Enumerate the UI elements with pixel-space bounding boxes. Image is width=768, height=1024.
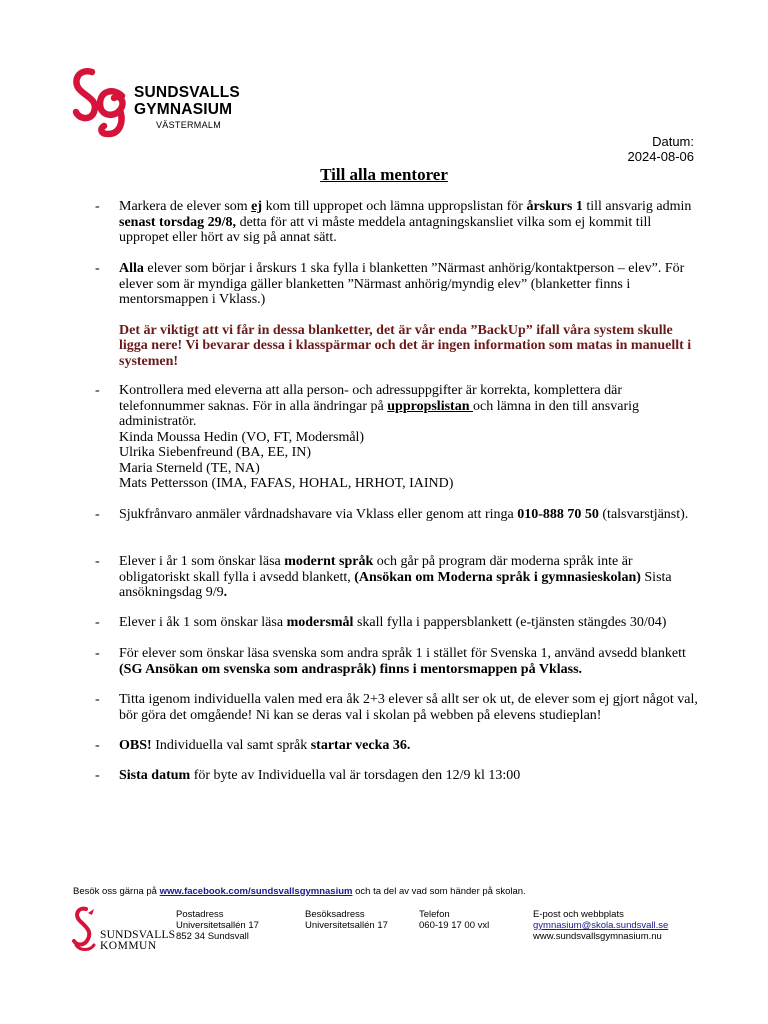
list-item: - Sista datum för byte av Individuella val är torsdagen den 12/9 kl 13:00 <box>95 768 521 783</box>
footer-epost: E-post och webbplats gymnasium@skola.sundsvall.se www.sundsvallsgymnasium.nu <box>533 909 669 942</box>
bullet-dash: - <box>95 768 100 783</box>
bullet-dash: - <box>95 261 100 276</box>
bullet-dash: - <box>95 507 100 522</box>
list-item: - Kontrollera med eleverna att alla person- och adressuppgifter är korrekta, komplettera där telefonnummer saknas. För in alla ändringar på uppropslistan och lämna in den till ansvarig administratör. Kinda Moussa Hedin (VO, FT, Modersmål) Ulrika Siebenfreund (BA, EE, IN) Maria Sterneld (TE, NA) Mats Pettersson (IMA, FAFAS, HOHAL, HRHOT, IAIND) <box>95 383 700 492</box>
kommun-name-line1: SUNDSVALLS <box>100 929 176 941</box>
admin-entry: Kinda Moussa Hedin (VO, FT, Modersmål) <box>119 429 365 445</box>
admin-entry: Ulrika Siebenfreund (BA, EE, IN) <box>119 445 312 460</box>
admin-entry: Mats Pettersson (IMA, FAFAS, HOHAL, HRHOT, IAIND) <box>119 476 454 491</box>
list-item: - OBS! Individuella val samt språk startar vecka 36. <box>95 738 411 753</box>
footer-note: Besök oss gärna på www.facebook.com/sundsvallsgymnasium och ta del av vad som händer på skolan. <box>73 886 526 897</box>
logo-subtitle: VÄSTERMALM <box>156 120 222 130</box>
admin-list <box>119 430 700 492</box>
date-value: 2024-08-06 <box>627 149 694 164</box>
footer-postadress: Postadress Universitetsallén 17 852 34 Sundsvall <box>176 909 259 942</box>
bullet-dash: - <box>95 199 100 214</box>
sg-logo-icon <box>70 66 132 138</box>
bullet-dash: - <box>95 554 100 569</box>
date-label: Datum: <box>652 134 694 149</box>
kommun-logo <box>70 905 176 953</box>
footer-telefon: Telefon 060-19 17 00 vxl <box>419 909 490 931</box>
website-text: www.sundsvallsgymnasium.nu <box>533 931 662 942</box>
footer-besoksadress: Besöksadress Universitetsallén 17 <box>305 909 388 931</box>
list-item: - Alla elever som börjar i årskurs 1 ska fylla i blanketten ”Närmast anhörig/kontaktperson – elev”. För elever som är myndiga gäller blanketten ”Närmast anhörig/myndig elev” (blanketter finns i mentorsmappen i Vklass.) Det är viktigt att vi får in dessa blanketter, det är vår enda ”BackUp” ifall våra system skulle ligga nere! Vi bevarar dessa i klasspärmar och det är ingen information som matas in manuellt i systemen! <box>95 261 700 369</box>
warning-text: Det är viktigt att vi får in dessa blanketter, det är vår enda ”BackUp” ifall våra system skulle ligga nere! Vi bevarar dessa i klasspärmar och det är ingen information som matas in manuellt i systemen! <box>119 322 692 369</box>
sundsvall-dragon-icon <box>70 905 100 953</box>
school-logo <box>70 66 260 138</box>
bullet-dash: - <box>95 738 100 753</box>
list-item: - Markera de elever som ej kom till uppropet och lämna uppropslistan för årskurs 1 till ansvarig admin senast torsdag 29/8, detta för att vi måste meddela antagningskansliet vilka som ej kommit till uppropet eller hört av sig på annat sätt. <box>95 199 692 245</box>
list-item: - Elever i år 1 som önskar läsa modernt språk och går på program där moderna språk inte är obligatoriskt skall fylla i avsedd blankett, (Ansökan om Moderna språk i gymnasieskolan) Sista ansökningsdag 9/9. <box>95 554 672 600</box>
bullet-dash: - <box>95 692 100 707</box>
list-item: - För elever som önskar läsa svenska som andra språk 1 i stället för Svenska 1, använd avsedd blankett (SG Ansökan om svenska som andraspråk) finns i mentorsmappen på Vklass. <box>95 646 686 677</box>
list-item: - Sjukfrånvaro anmäler vårdnadshavare via Vklass eller genom att ringa 010-888 70 50 (talsvarstjänst). <box>95 507 689 522</box>
list-item: - Titta igenom individuella valen med era åk 2+3 elever så allt ser ok ut, de elever som ej gjort något val, bör göra det omgående! Ni kan se deras val i skolan på webben på elevens studieplan! <box>95 692 698 723</box>
bullet-dash: - <box>95 646 100 661</box>
bullet-dash: - <box>95 383 100 398</box>
logo-name-line1: SUNDSVALLS <box>134 84 240 101</box>
document-date <box>628 134 695 164</box>
document-title: Till alla mentorer <box>320 165 448 184</box>
bullet-dash: - <box>95 615 100 630</box>
list-item: - Elever i åk 1 som önskar läsa modersmål skall fylla i pappersblankett (e-tjänsten stängdes 30/04) <box>95 615 667 630</box>
kommun-name-line2: KOMMUN <box>100 940 157 952</box>
logo-name-line2: GYMNASIUM <box>134 101 233 118</box>
admin-entry: Maria Sterneld (TE, NA) <box>119 460 260 476</box>
facebook-link[interactable]: www.facebook.com/sundsvallsgymnasium <box>159 886 353 897</box>
email-link[interactable]: gymnasium@skola.sundsvall.se <box>533 920 669 931</box>
